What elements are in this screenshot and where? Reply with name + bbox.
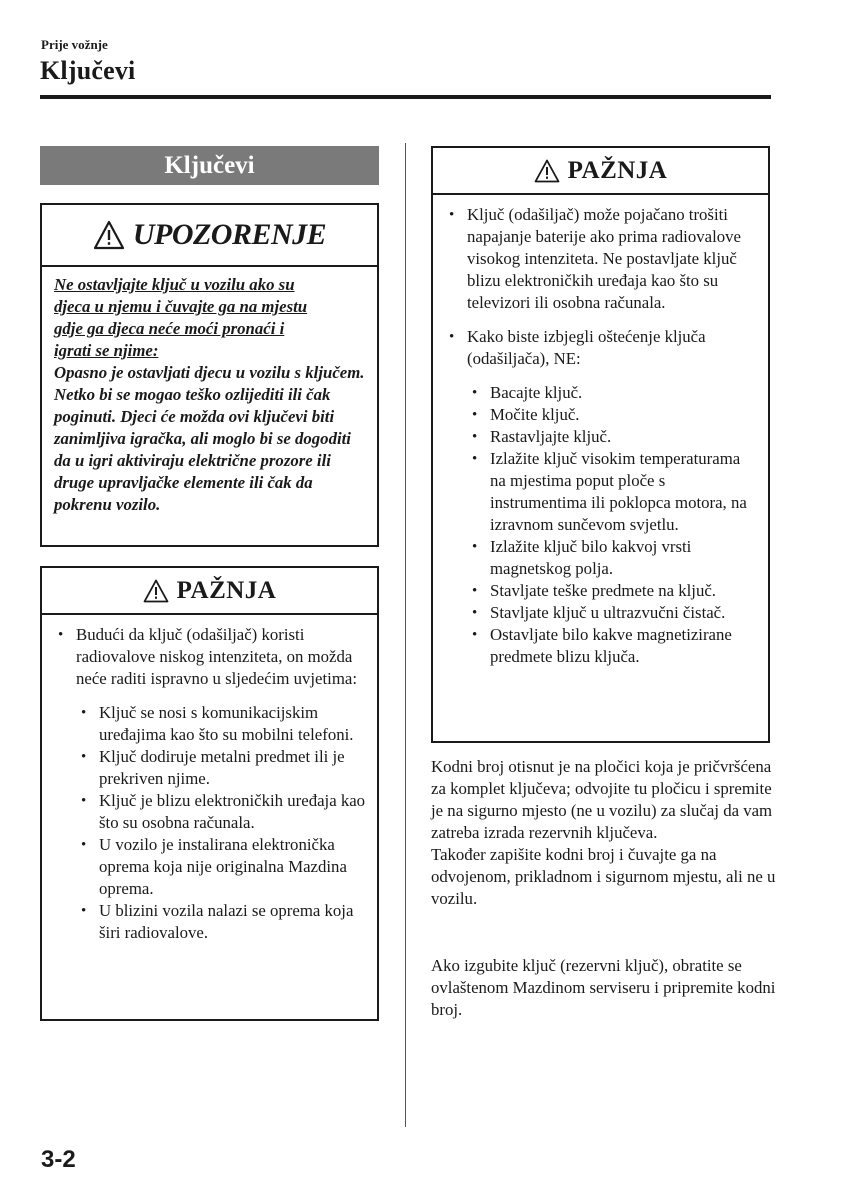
caution-list: [447, 204, 758, 668]
caution-box-right: [431, 146, 770, 743]
list-item: • Bacajte ključ.: [467, 382, 758, 404]
list-item: • Stavljate ključ u ultrazvučni čistač.: [467, 602, 758, 624]
list-item: • Rastavljajte ključ.: [467, 426, 758, 448]
caution-bullet: [56, 624, 367, 944]
list-item: • Izlažite ključ bilo kakvoj vrsti magnetskog polja.: [467, 536, 758, 580]
caution-bullet: • Ključ (odašiljač) može pojačano trošiti napajanje baterije ako prima radiovalove visokog intenziteta. Ne postavljate ključ blizu elektroničkih uređaja kao što su televizori ili osobna računala.: [447, 204, 758, 314]
section-banner: Ključevi: [40, 146, 379, 185]
caution-list: [56, 624, 367, 944]
list-item: • Ključ se nosi s komunikacijskim uređajima kao što su mobilni telefoni.: [76, 702, 367, 746]
list-item: • U blizini vozila nalazi se oprema koja širi radiovalove.: [76, 900, 367, 944]
list-item: • Ostavljate bilo kakve magnetizirane predmete blizu ključa.: [467, 624, 758, 668]
caution-bullet-text: Budući da ključ (odašiljač) koristi radiovalove niskog intenziteta, on možda neće raditi ispravno u sljedećim uvjetima:: [76, 625, 357, 688]
warning-lead-line: gdje ga djeca neće moći pronaći i: [54, 319, 285, 338]
list-item: • Ključ je blizu elektroničkih uređaja kao što su osobna računala.: [76, 790, 367, 834]
warning-text: Opasno je ostavljati djecu u vozilu s ključem. Netko bi se mogao teško ozlijediti ili čak poginuti. Djeci će možda ovi ključevi biti zanimljiva igračka, ali moglo bi se dogoditi da u igri aktiviraju električne prozore ili druge upravljačke elemente ili čak da pokrenu vozilo.: [54, 363, 365, 514]
caution-sub-list: [76, 702, 367, 944]
warning-lead: [54, 274, 367, 362]
caution-title: PAŽNJA: [567, 156, 668, 184]
warning-lead-line: Ne ostavljajte ključ u vozilu ako su: [54, 275, 295, 294]
warning-triangle-icon: [534, 159, 560, 183]
warning-triangle-icon: [93, 220, 125, 250]
list-item: • U vozilo je instalirana elektronička oprema koja nije originalna Mazdina oprema.: [76, 834, 367, 900]
warning-title: UPOZORENJE: [132, 218, 327, 251]
caution-sub-list: [467, 382, 758, 668]
caution-body: [433, 195, 768, 668]
warning-body: [42, 267, 377, 516]
warning-triangle-icon: [143, 579, 169, 603]
list-item: • Močite ključ.: [467, 404, 758, 426]
header-rule: [40, 95, 771, 99]
page-number: 3-2: [41, 1146, 76, 1173]
list-item: • Stavljate teške predmete na ključ.: [467, 580, 758, 602]
caution-header: [433, 148, 768, 195]
paragraph-text: Također zapišite kodni broj i čuvajte ga na odvojenom, prikladnom i sigurnom mjestu, ali ne u vozilu.: [431, 845, 776, 908]
list-item: • Izlažite ključ visokim temperaturama na mjestima poput ploče s instrumentima ili poklopca motora, na izravnom sunčevom svjetlu.: [467, 448, 758, 536]
paragraph-text: Kodni broj otisnut je na pločici koja je pričvršćena za komplet ključeva; odvojite tu pločicu i spremite je na sigurno mjesto (ne u vozilu) za slučaj da vam zatreba izrada rezervnih ključeva.: [431, 757, 773, 842]
caution-box-left: [40, 566, 379, 1021]
lost-key-paragraph: Ako izgubite ključ (rezervni ključ), obratite se ovlaštenom Mazdinom serviseru i pripremite kodni broj.: [431, 956, 776, 1019]
caution-body: [42, 615, 377, 944]
list-item: • Ključ dodiruje metalni predmet ili je prekriven njime.: [76, 746, 367, 790]
warning-lead-line: djeca u njemu i čuvajte ga na mjestu: [54, 297, 308, 316]
warning-header: [42, 205, 377, 267]
caution-title: PAŽNJA: [176, 576, 277, 604]
page-title: Ključevi: [40, 56, 136, 85]
section-kicker: Prije vožnje: [41, 37, 108, 52]
code-number-paragraph: [431, 756, 776, 910]
column-divider: [405, 143, 406, 1127]
warning-lead-line: igrati se njime:: [54, 341, 159, 360]
caution-header: [42, 568, 377, 615]
caution-bullet-text: Kako biste izbjegli oštećenje ključa (odašiljača), NE:: [467, 327, 706, 368]
warning-box: [40, 203, 379, 547]
caution-bullet: [447, 326, 758, 668]
